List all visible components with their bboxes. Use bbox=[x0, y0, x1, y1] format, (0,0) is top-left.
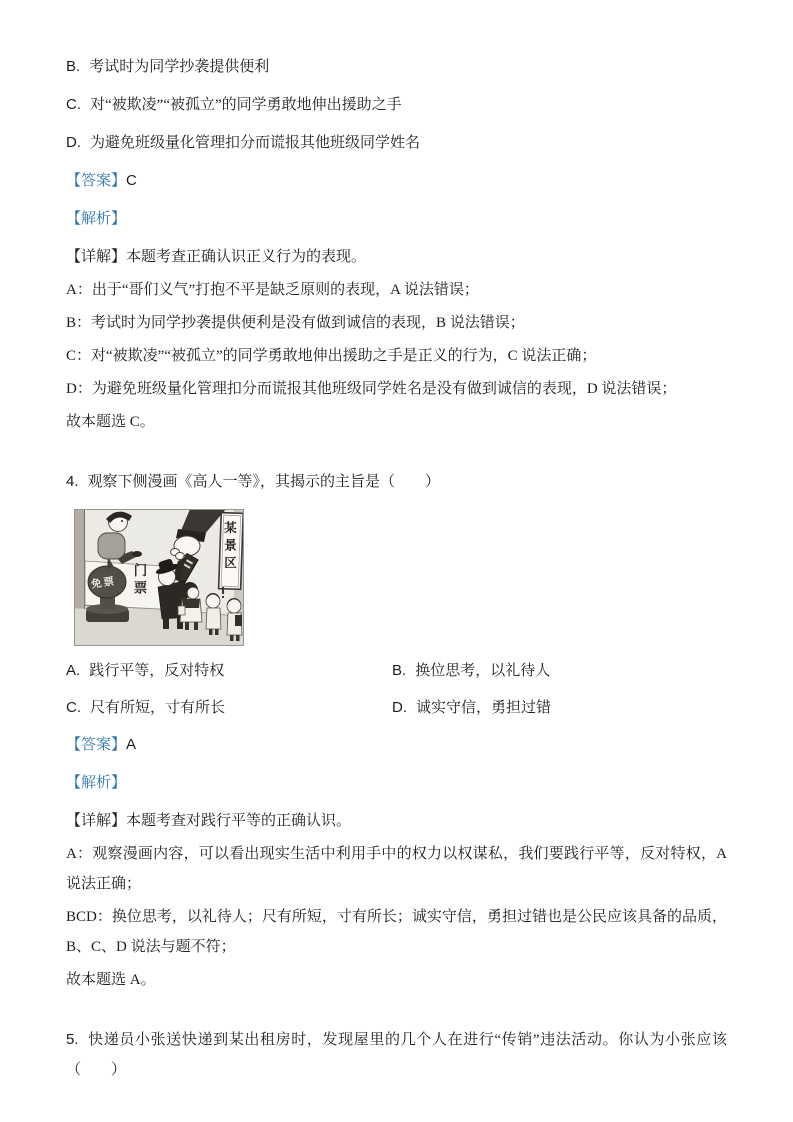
analysis-label: 【解析】 bbox=[66, 211, 127, 227]
option-letter: D. bbox=[392, 699, 407, 716]
q3-point-b: B：考试时为同学抄袭提供便利是没有做到诚信的表现，B 说法错误； bbox=[66, 315, 525, 331]
detail-text: 本题考查正确认识正义行为的表现。 bbox=[126, 249, 367, 265]
q5-stem bbox=[66, 1025, 727, 1085]
q4-conclusion: 故本题选 A。 bbox=[66, 972, 156, 988]
option-letter: D. bbox=[66, 134, 81, 151]
cartoon-sign-text: 某景区 bbox=[222, 521, 237, 574]
q4-option-c bbox=[66, 693, 392, 723]
q4-analysis-line bbox=[66, 768, 727, 798]
q4-answer-line bbox=[66, 730, 727, 760]
option-text: 对“被欺凌”“被孤立”的同学勇敢地伸出援助之手 bbox=[90, 97, 402, 113]
option-text: 践行平等，反对特权 bbox=[89, 663, 225, 679]
option-text: 为避免班级量化管理扣分而谎报其他班级同学姓名 bbox=[90, 135, 421, 151]
option-text: 诚实守信，勇担过错 bbox=[416, 700, 552, 716]
option-text: 尺有所短，寸有所长 bbox=[90, 700, 226, 716]
question-number: 5. bbox=[66, 1031, 79, 1048]
q4-option-a bbox=[66, 656, 392, 686]
q3-analysis-line bbox=[66, 204, 727, 234]
q4-detail-intro bbox=[66, 806, 727, 836]
detail-label: 【详解】 bbox=[66, 813, 127, 829]
q4-option-b bbox=[392, 656, 550, 686]
q4-option-d bbox=[392, 693, 551, 723]
q4-point-bcd: BCD：换位思考，以礼待人；尺有所短，寸有所长；诚实守信，勇担过错也是公民应该具备的品质，B、C、D 说法与题不符； bbox=[66, 909, 727, 955]
question-number: 4. bbox=[66, 473, 79, 490]
answer-value: C bbox=[126, 172, 137, 189]
q4-options-row-1 bbox=[66, 656, 727, 686]
comic-illustration bbox=[74, 509, 244, 646]
question-text: 观察下侧漫画《高人一等》，其揭示的主旨是（ ） bbox=[87, 474, 441, 490]
q3-option-b bbox=[66, 52, 727, 82]
option-letter: A. bbox=[66, 662, 81, 679]
q3-option-c bbox=[66, 90, 727, 120]
question-text: 快递员小张送快递到某出租房时，发现屋里的几个人在进行“传销”违法活动。你认为小张应该（ ） bbox=[66, 1032, 727, 1078]
q3-point-d: D：为避免班级量化管理扣分而谎报其他班级同学姓名是没有做到诚信的表现，D 说法错误； bbox=[66, 381, 677, 397]
q3-option-d bbox=[66, 128, 727, 158]
document-page bbox=[66, 52, 727, 1088]
cartoon-stamp-text: 免票 bbox=[90, 576, 117, 591]
detail-text: 本题考查对践行平等的正确认识。 bbox=[126, 813, 352, 829]
option-letter: B. bbox=[392, 662, 407, 679]
q3-detail-intro bbox=[66, 242, 727, 272]
analysis-label: 【解析】 bbox=[66, 775, 127, 791]
q3-point-c: C：对“被欺凌”“被孤立”的同学勇敢地伸出援助之手是正义的行为，C 说法正确； bbox=[66, 348, 597, 364]
option-letter: C. bbox=[66, 96, 81, 113]
option-text: 考试时为同学抄袭提供便利 bbox=[89, 59, 270, 75]
q4-point-a: A：观察漫画内容，可以看出现实生活中利用手中的权力以权谋私，我们要践行平等，反对特权，A 说法正确； bbox=[66, 846, 727, 892]
q3-conclusion: 故本题选 C。 bbox=[66, 414, 155, 430]
answer-label: 【答案】 bbox=[66, 173, 127, 189]
q3-point-a: A：出于“哥们义气”打抱不平是缺乏原则的表现，A 说法错误； bbox=[66, 282, 479, 298]
answer-label: 【答案】 bbox=[66, 737, 127, 753]
option-text: 换位思考，以礼待人 bbox=[415, 663, 551, 679]
option-letter: B. bbox=[66, 58, 81, 75]
q3-answer-line bbox=[66, 166, 727, 196]
q4-options-row-2 bbox=[66, 693, 727, 723]
cartoon-ticket-wall-text: 门票 bbox=[131, 563, 147, 598]
answer-value: A bbox=[126, 736, 137, 753]
detail-label: 【详解】 bbox=[66, 249, 127, 265]
q4-stem bbox=[66, 467, 727, 497]
option-letter: C. bbox=[66, 699, 81, 716]
